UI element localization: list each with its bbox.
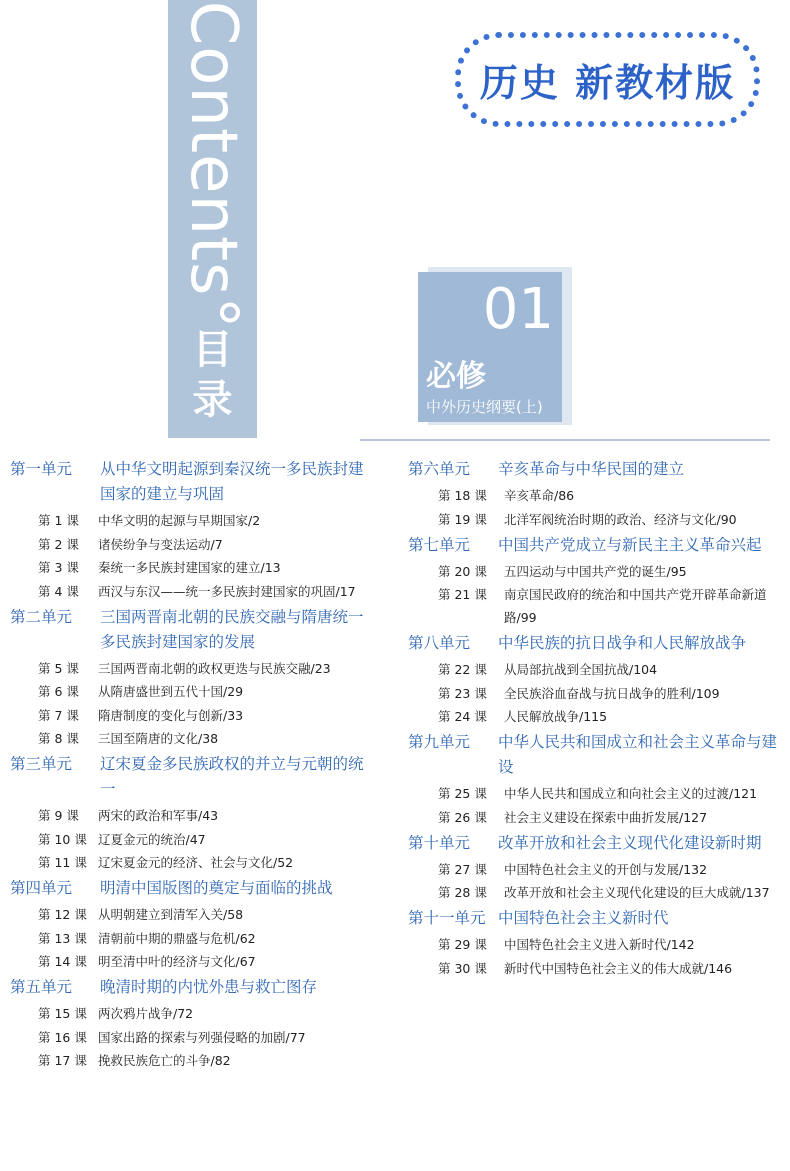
lesson-row[interactable] — [10, 657, 370, 680]
unit-label: 第九单元 — [408, 733, 471, 751]
lesson-label: 第 8 课 — [38, 731, 79, 746]
lesson-label: 第 26 课 — [438, 809, 487, 825]
lesson-row[interactable] — [10, 509, 370, 532]
lesson-row[interactable] — [408, 782, 778, 805]
unit-row[interactable] — [10, 752, 370, 802]
unit-label: 第四单元 — [10, 879, 73, 897]
unit-title: 改革开放和社会主义现代化建设新时期 — [498, 833, 762, 852]
lesson-row[interactable] — [10, 556, 370, 579]
lesson-title: 全民族浴血奋战与抗日战争的胜利/109 — [504, 685, 720, 701]
unit-title: 辛亥革命与中华民国的建立 — [498, 460, 685, 478]
contents-cn-char-2: 录 — [192, 377, 233, 423]
lesson-label: 第 19 课 — [438, 511, 487, 527]
lesson-row[interactable] — [10, 903, 370, 926]
lesson-row[interactable] — [10, 727, 370, 750]
contents-word: Contents — [175, 0, 250, 297]
unit-title: 中国共产党成立与新民主主义革命兴起 — [498, 535, 762, 554]
lesson-label: 第 11 课 — [38, 855, 87, 870]
lesson-label: 第 2 课 — [38, 536, 79, 552]
lesson-title: 从明朝建立到清军入关/58 — [98, 907, 244, 922]
lesson-row[interactable] — [10, 680, 370, 703]
toc-right-column — [408, 455, 778, 980]
lesson-row[interactable] — [408, 583, 778, 629]
lesson-title: 北洋军阀统治时期的政治、经济与文化/90 — [504, 511, 737, 527]
unit-label: 第十一单元 — [408, 909, 486, 927]
lesson-label: 第 12 课 — [38, 907, 87, 922]
unit-label: 第六单元 — [408, 460, 471, 478]
lesson-label: 第 7 课 — [38, 707, 79, 723]
lesson-row[interactable] — [408, 858, 778, 881]
unit-title: 三国两晋南北朝的民族交融与隋唐统一多民族封建国家的发展 — [100, 607, 364, 651]
lesson-row[interactable] — [10, 927, 370, 950]
lesson-title: 中华文明的起源与早期国家/2 — [98, 513, 261, 528]
lesson-label: 第 22 课 — [438, 662, 487, 677]
lesson-label: 第 30 课 — [438, 960, 487, 976]
lesson-title: 隋唐制度的变化与创新/33 — [98, 707, 244, 723]
lesson-label: 第 16 课 — [38, 1029, 87, 1045]
lesson-row[interactable] — [408, 806, 778, 829]
unit-row[interactable] — [10, 876, 370, 901]
lesson-row[interactable] — [408, 658, 778, 681]
contents-banner — [168, 0, 257, 438]
lesson-label: 第 5 课 — [38, 660, 79, 676]
unit-title: 从中华文明起源到秦汉统一多民族封建国家的建立与巩固 — [100, 460, 364, 503]
contents-cn-char-1: 目 — [192, 327, 233, 373]
lesson-row[interactable] — [10, 804, 370, 827]
lesson-title: 两次鸦片战争/72 — [98, 1006, 194, 1021]
lesson-title: 辽夏金元的统治/47 — [98, 831, 206, 847]
lesson-row[interactable] — [10, 580, 370, 603]
contents-heading — [168, 0, 257, 330]
unit-row[interactable] — [408, 906, 778, 931]
lesson-title: 中国特色社会主义进入新时代/142 — [504, 937, 695, 952]
unit-label: 第八单元 — [408, 634, 471, 652]
lesson-label: 第 9 课 — [38, 808, 79, 823]
unit-row[interactable] — [408, 730, 778, 780]
lesson-row[interactable] — [408, 508, 778, 531]
lesson-row[interactable] — [408, 560, 778, 583]
lesson-title: 秦统一多民族封建国家的建立/13 — [98, 560, 281, 575]
unit-title: 中华人民共和国成立和社会主义革命与建设 — [498, 733, 778, 776]
lesson-title: 社会主义建设在探索中曲折发展/127 — [504, 809, 708, 825]
lesson-label: 第 20 课 — [438, 563, 487, 579]
lesson-label: 第 4 课 — [38, 583, 79, 599]
lesson-label: 第 29 课 — [438, 937, 487, 952]
lesson-row[interactable] — [10, 704, 370, 727]
volume-card — [418, 272, 562, 422]
lesson-label: 第 10 课 — [38, 831, 87, 847]
lesson-row[interactable] — [408, 957, 778, 980]
lesson-title: 中华人民共和国成立和向社会主义的过渡/121 — [504, 786, 758, 801]
unit-row[interactable] — [408, 831, 778, 856]
lesson-row[interactable] — [10, 828, 370, 851]
lesson-label: 第 3 课 — [38, 560, 79, 575]
unit-title: 中国特色社会主义新时代 — [498, 909, 669, 927]
lesson-title: 三国两晋南北朝的政权更迭与民族交融/23 — [98, 660, 331, 676]
unit-label: 第二单元 — [10, 607, 73, 626]
lesson-title: 西汉与东汉——统一多民族封建国家的巩固/17 — [98, 583, 356, 599]
lesson-label: 第 21 课 — [438, 587, 487, 602]
edition-badge — [455, 32, 760, 127]
lesson-row[interactable] — [10, 950, 370, 973]
lesson-label: 第 25 课 — [438, 786, 487, 801]
header-divider — [360, 439, 770, 441]
lesson-title: 改革开放和社会主义现代化建设的巨大成就/137 — [504, 885, 770, 900]
lesson-row[interactable] — [10, 1002, 370, 1025]
lesson-label: 第 23 课 — [438, 685, 487, 701]
volume-subtitle: 中外历史纲要(上) — [426, 398, 543, 416]
lesson-row[interactable] — [10, 1026, 370, 1049]
lesson-title: 从局部抗战到全国抗战/104 — [504, 662, 658, 677]
unit-row[interactable] — [408, 457, 778, 482]
lesson-title: 辽宋夏金元的经济、社会与文化/52 — [98, 855, 294, 870]
lesson-title: 南京国民政府的统治和中国共产党开辟革命新道路/99 — [504, 587, 767, 625]
unit-label: 第十单元 — [408, 833, 471, 852]
lesson-title: 挽救民族危亡的斗争/82 — [98, 1053, 231, 1068]
lesson-label: 第 28 课 — [438, 885, 487, 900]
unit-label: 第三单元 — [10, 755, 73, 773]
lesson-title: 两宋的政治和军事/43 — [98, 808, 219, 823]
lesson-label: 第 6 课 — [38, 684, 79, 699]
volume-tag: 必修 — [426, 359, 486, 394]
lesson-label: 第 24 课 — [438, 709, 487, 724]
unit-label: 第七单元 — [408, 535, 471, 554]
lesson-title: 明至清中叶的经济与文化/67 — [98, 954, 256, 969]
unit-row[interactable] — [10, 457, 370, 507]
unit-row[interactable] — [408, 631, 778, 656]
unit-row[interactable] — [10, 975, 370, 1000]
lesson-label: 第 15 课 — [38, 1006, 87, 1021]
contents-degree-mark: ° — [175, 296, 250, 330]
unit-title: 辽宋夏金多民族政权的并立与元朝的统一 — [100, 755, 364, 798]
lesson-row[interactable] — [408, 933, 778, 956]
unit-title: 中华民族的抗日战争和人民解放战争 — [498, 634, 747, 652]
lesson-label: 第 27 课 — [438, 861, 487, 877]
lesson-row[interactable] — [408, 484, 778, 507]
lesson-row[interactable] — [408, 705, 778, 728]
lesson-title: 新时代中国特色社会主义的伟大成就/146 — [504, 960, 733, 976]
unit-row[interactable] — [408, 533, 778, 558]
lesson-row[interactable] — [10, 533, 370, 556]
unit-row[interactable] — [10, 605, 370, 655]
lesson-row[interactable] — [408, 682, 778, 705]
lesson-row[interactable] — [10, 1049, 370, 1072]
lesson-row[interactable] — [408, 881, 778, 904]
lesson-title: 清朝前中期的鼎盛与危机/62 — [98, 930, 256, 946]
edition-badge-text: 历史 新教材版 — [479, 61, 736, 105]
lesson-title: 五四运动与中国共产党的诞生/95 — [504, 563, 687, 579]
lesson-label: 第 13 课 — [38, 930, 87, 946]
toc-left-column — [10, 455, 370, 1073]
unit-label: 第五单元 — [10, 978, 73, 996]
lesson-title: 人民解放战争/115 — [504, 709, 608, 724]
lesson-title: 中国特色社会主义的开创与发展/132 — [504, 861, 708, 877]
lesson-title: 国家出路的探索与列强侵略的加剧/77 — [98, 1029, 306, 1045]
lesson-row[interactable] — [10, 851, 370, 874]
lesson-label: 第 1 课 — [38, 513, 79, 528]
lesson-label: 第 14 课 — [38, 954, 87, 969]
unit-label: 第一单元 — [10, 460, 73, 478]
unit-title: 明清中国版图的奠定与面临的挑战 — [100, 879, 333, 897]
volume-number: 01 — [482, 277, 554, 342]
lesson-title: 诸侯纷争与变法运动/7 — [98, 536, 223, 552]
unit-title: 晚清时期的内忧外患与救亡图存 — [100, 978, 318, 996]
lesson-label: 第 17 课 — [38, 1053, 87, 1068]
lesson-title: 辛亥革命/86 — [504, 488, 575, 503]
lesson-label: 第 18 课 — [438, 488, 487, 503]
lesson-title: 三国至隋唐的文化/38 — [98, 731, 219, 746]
lesson-title: 从隋唐盛世到五代十国/29 — [98, 684, 244, 699]
